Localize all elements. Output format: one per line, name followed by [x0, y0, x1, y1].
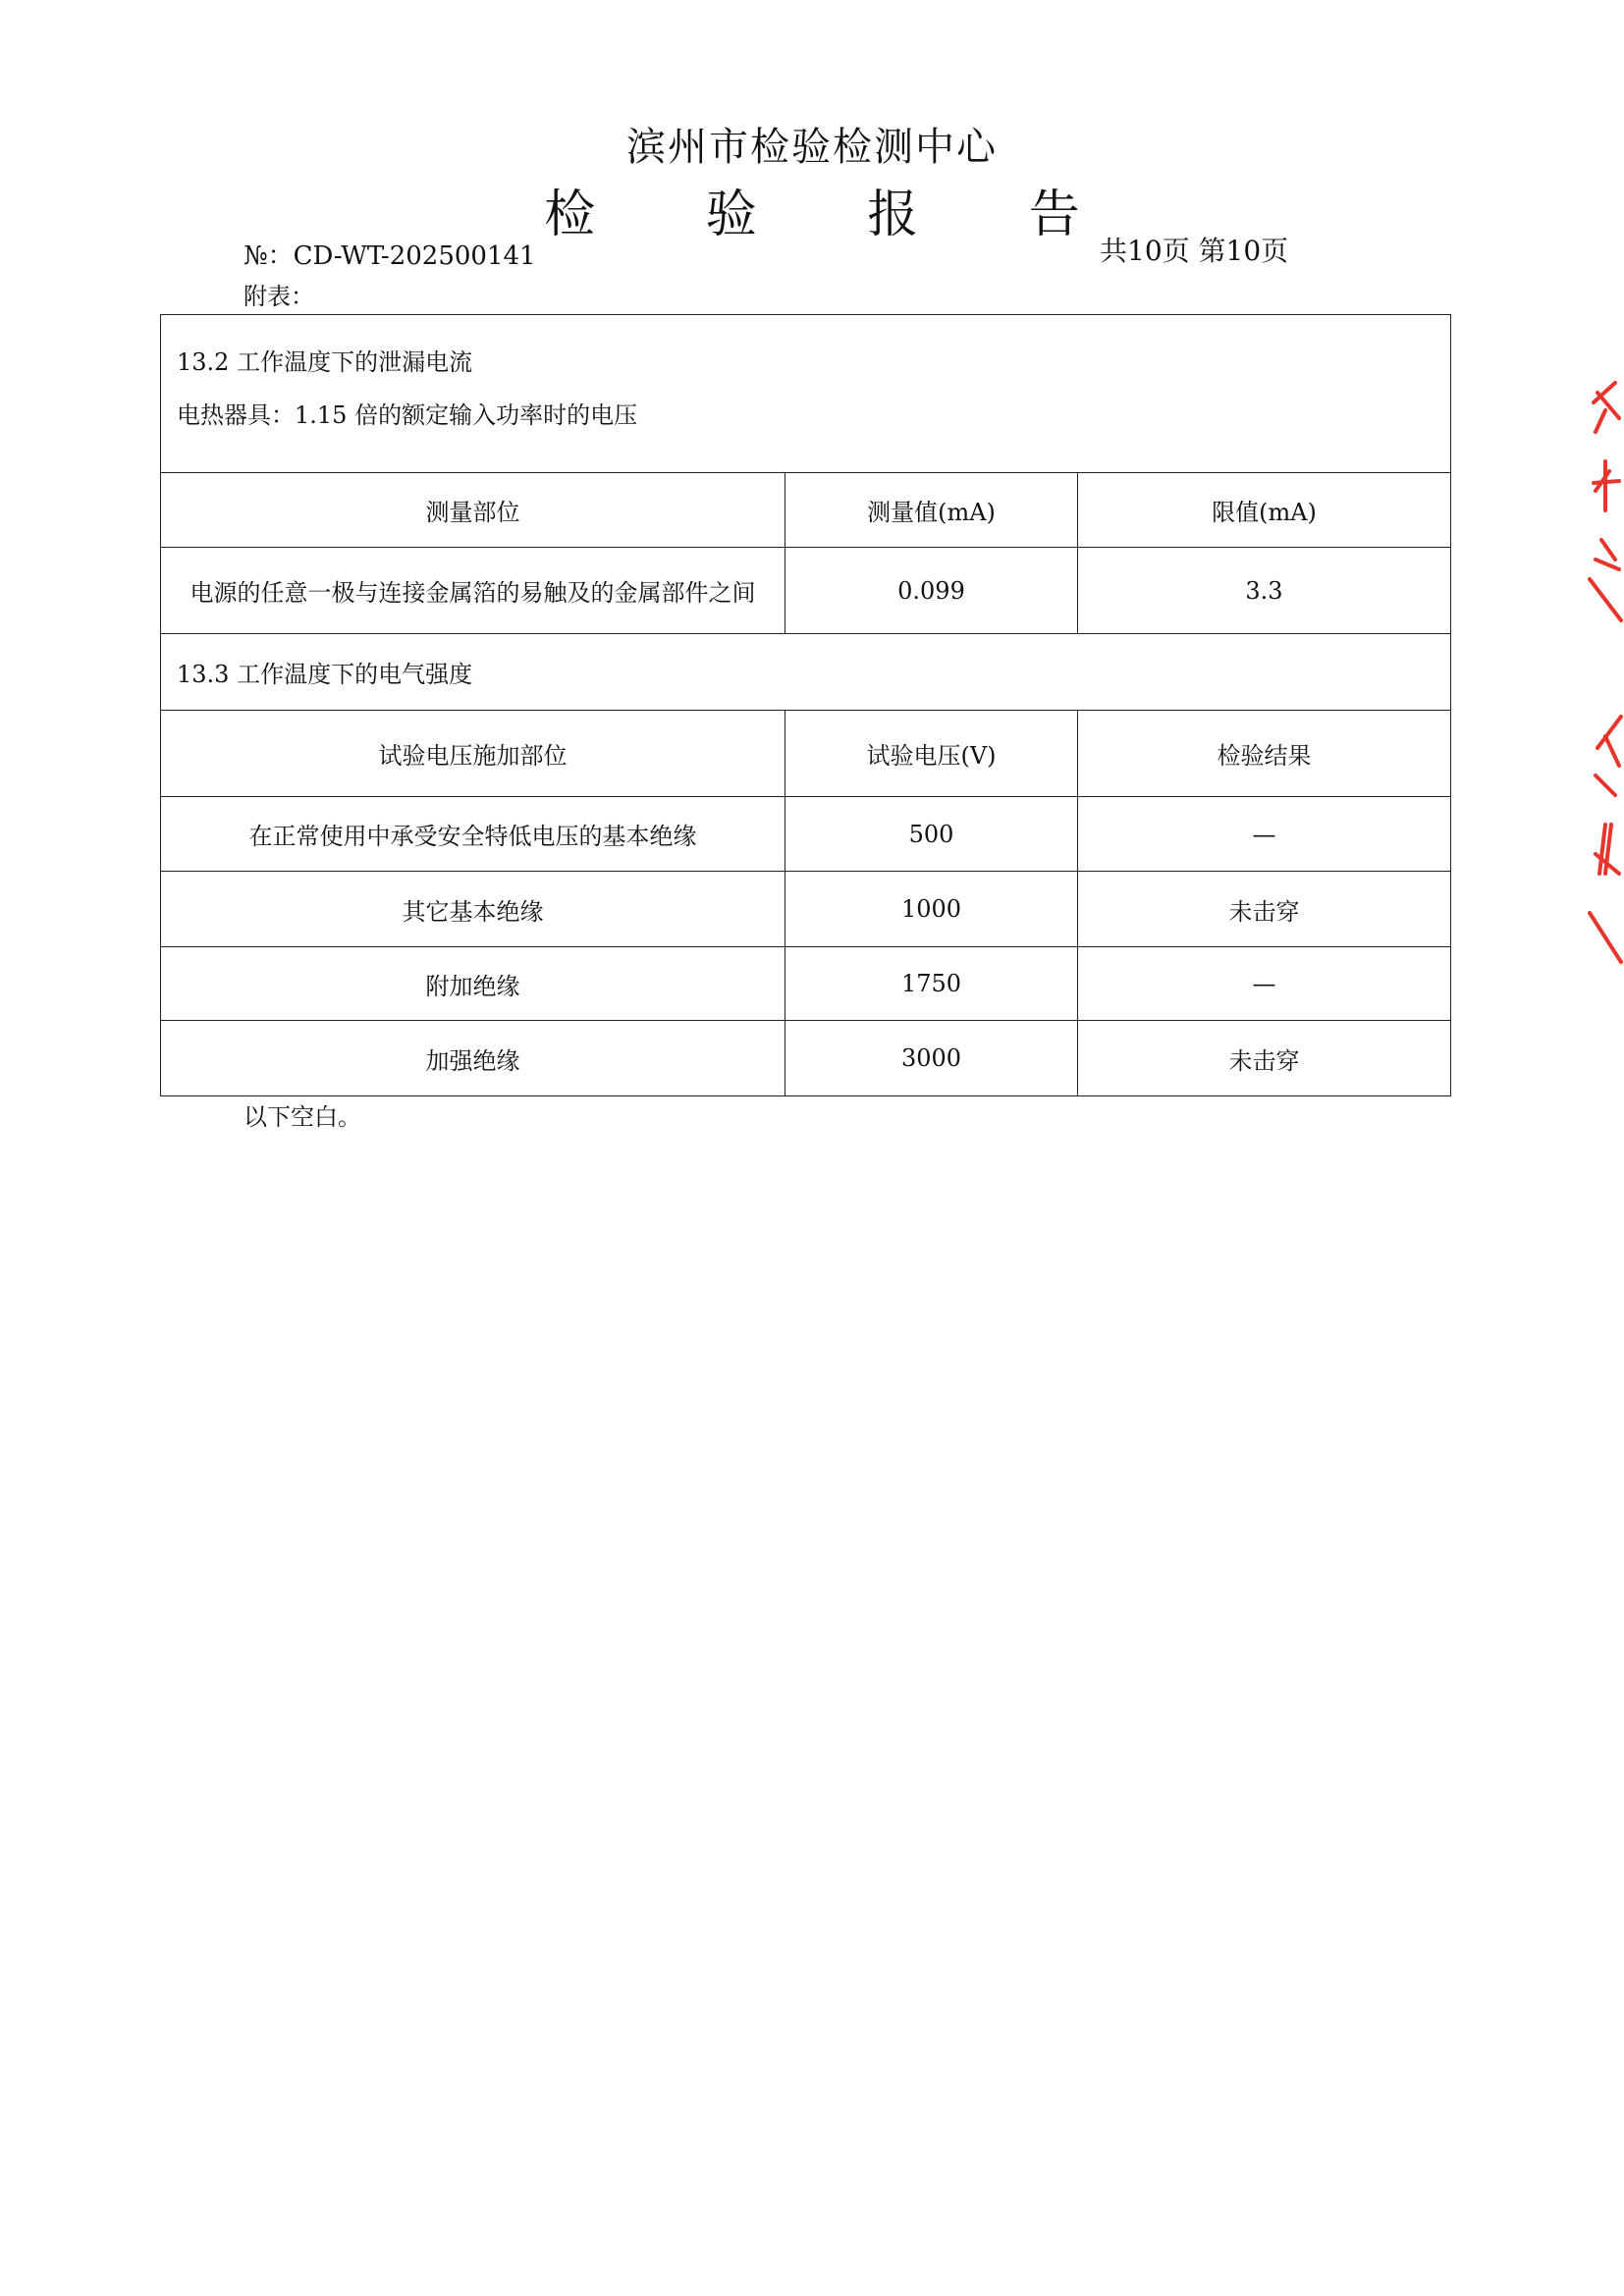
table-cell: 附加绝缘 [161, 947, 785, 1020]
table-cell: 在正常使用中承受安全特低电压的基本绝缘 [161, 797, 785, 871]
table-row [161, 946, 1450, 1020]
table-cell: 未击穿 [1228, 1046, 1300, 1075]
appendix-label: 附表： [244, 283, 314, 310]
section-13-2-heading [161, 315, 1450, 472]
table-cell: 3.3 [1245, 576, 1283, 605]
column-header: 检验结果 [1217, 742, 1312, 770]
results-table [160, 314, 1451, 1096]
section-title: 13.3 工作温度下的电气强度 [177, 661, 473, 688]
table-cell: 1750 [785, 947, 1078, 1020]
page-info: 共10页 第10页 [1100, 235, 1289, 267]
table-cell: 500 [785, 797, 1078, 871]
column-header: 试验电压(V) [785, 711, 1078, 796]
table-row [161, 796, 1450, 871]
table-header-row [161, 710, 1450, 796]
report-title: 检 验 报 告 [544, 186, 1127, 244]
column-header: 限值(mA) [1212, 499, 1317, 526]
column-header: 试验电压施加部位 [161, 711, 785, 796]
table-cell: — [1252, 970, 1276, 997]
table-cell: 加强绝缘 [161, 1021, 785, 1095]
seal-strokes [1590, 383, 1621, 962]
table-row [161, 547, 1450, 633]
table-cell: 0.099 [785, 548, 1078, 633]
table-row [161, 871, 1450, 946]
report-number: №：CD-WT-202500141 [244, 241, 536, 271]
table-row [161, 1020, 1450, 1095]
table-cell: 1000 [785, 872, 1078, 946]
section-subtitle: 电热器具：1.15 倍的额定输入功率时的电压 [177, 401, 638, 429]
section-13-3-heading [161, 633, 1450, 710]
table-cell: 电源的任意一极与连接金属箔的易触及的金属部件之间 [161, 548, 785, 633]
organization-title: 滨州市检验检测中心 [626, 125, 998, 170]
column-header: 测量部位 [161, 473, 785, 547]
table-cell: 3000 [785, 1021, 1078, 1095]
blank-below-note: 以下空白。 [244, 1103, 361, 1131]
section-title: 13.2 工作温度下的泄漏电流 [177, 348, 473, 376]
table-cell: 未击穿 [1228, 897, 1300, 926]
table-header-row [161, 472, 1450, 547]
column-header: 测量值(mA) [785, 473, 1078, 547]
seal-fragment-icon [1576, 363, 1624, 972]
table-cell: 其它基本绝缘 [161, 872, 785, 946]
table-cell: — [1252, 820, 1276, 848]
